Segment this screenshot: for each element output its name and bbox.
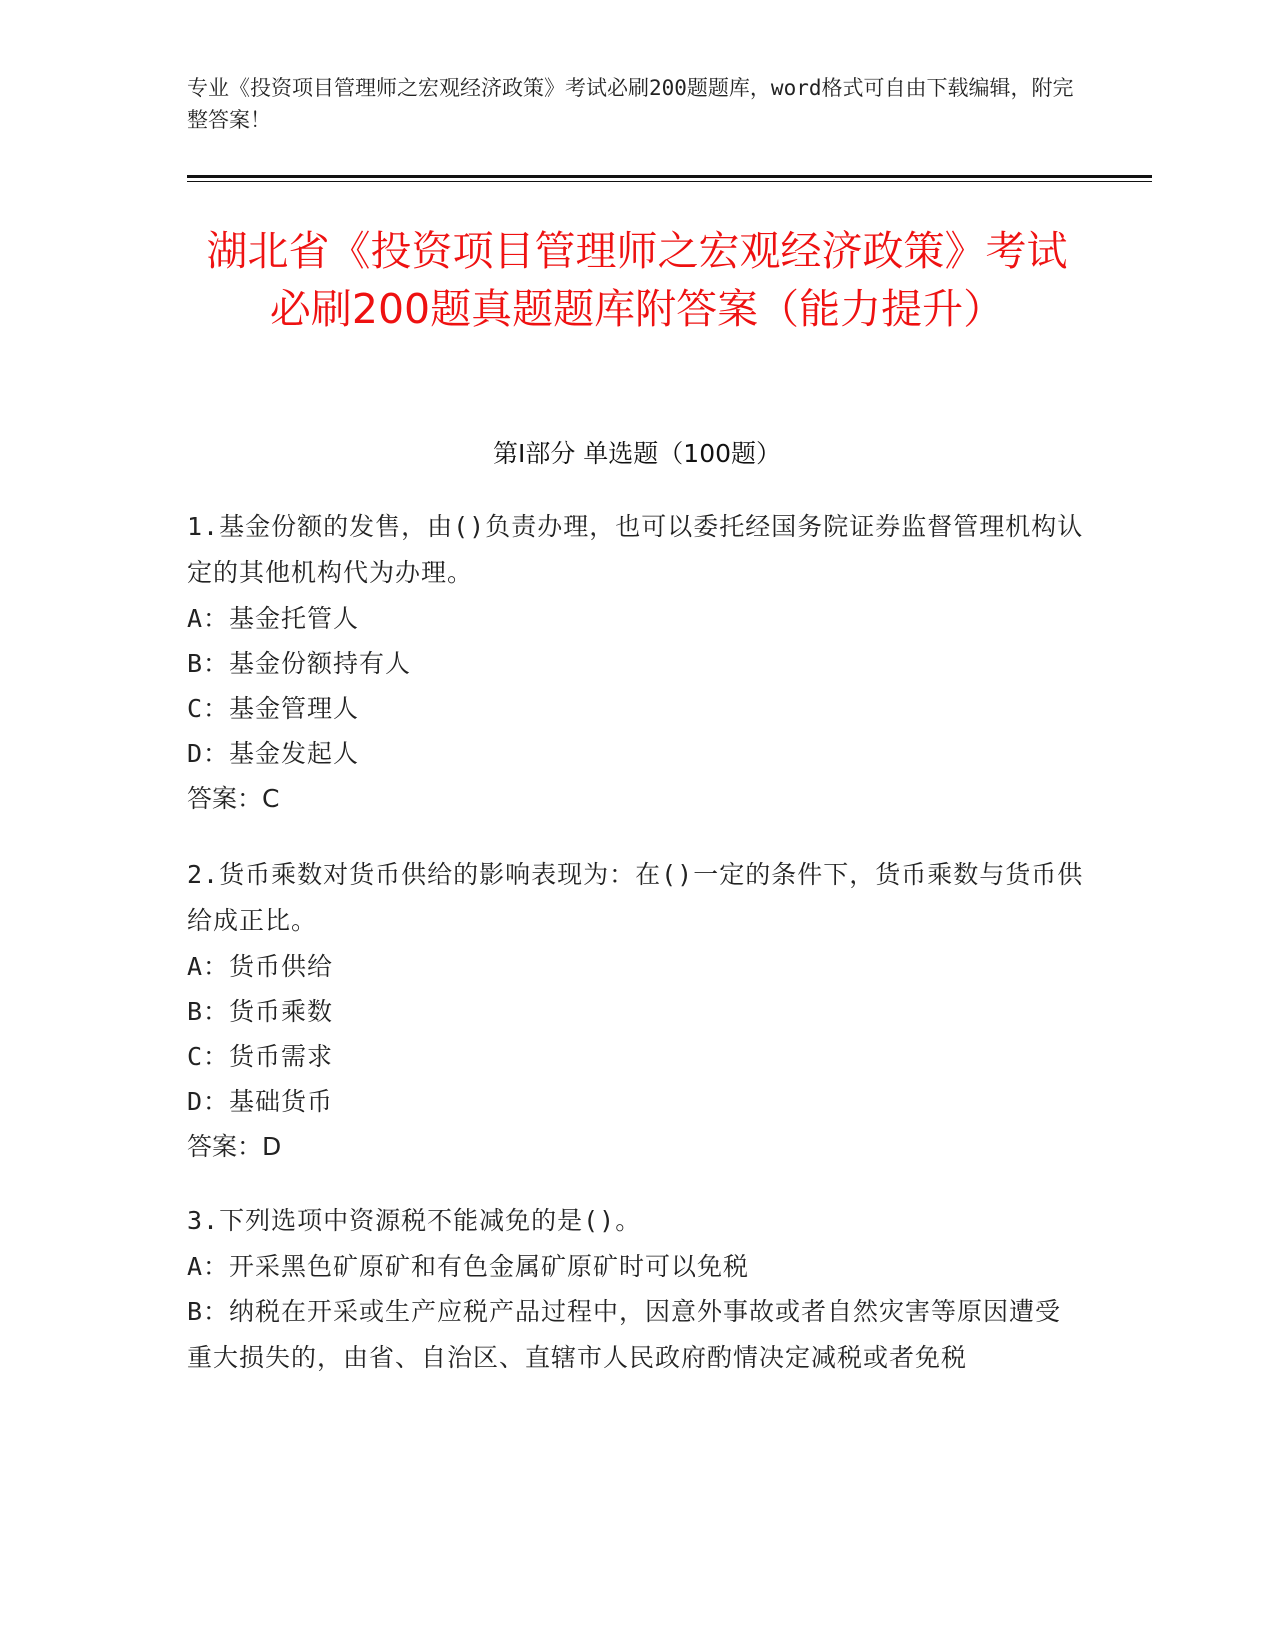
option-a: A：货币供给 bbox=[187, 952, 334, 981]
header-note: 专业《投资项目管理师之宏观经济政策》考试必刷200题题库，word格式可自由下载编辑，附完整答案！ bbox=[187, 76, 1074, 132]
option-a: A：开采黑色矿原矿和有色金属矿原矿时可以免税 bbox=[187, 1252, 750, 1281]
question-stem: 1.基金份额的发售，由()负责办理，也可以委托经国务院证券监督管理机构认定的其他机构代为办理。 bbox=[187, 512, 1084, 587]
question-3 bbox=[187, 1198, 1087, 1381]
header-divider-thick bbox=[187, 175, 1152, 178]
question-stem: 2.货币乘数对货币供给的影响表现为：在()一定的条件下，货币乘数与货币供给成正比。 bbox=[187, 860, 1084, 935]
answer: 答案：D bbox=[187, 1132, 282, 1161]
option-d: D：基础货币 bbox=[187, 1087, 334, 1116]
answer: 答案：C bbox=[187, 784, 280, 813]
header-divider-thin bbox=[187, 181, 1152, 182]
section-title: 第Ⅰ部分 单选题（100题） bbox=[492, 439, 782, 468]
option-a: A：基金托管人 bbox=[187, 604, 360, 633]
option-b: B：纳税在开采或生产应税产品过程中，因意外事故或者自然灾害等原因遭受重大损失的，由省、自治区、直辖市人民政府酌情决定减税或者免税 bbox=[187, 1297, 1062, 1372]
question-stem: 3.下列选项中资源税不能减免的是()。 bbox=[187, 1206, 642, 1235]
document-title: 湖北省《投资项目管理师之宏观经济政策》考试必刷200题真题题库附答案（能力提升） bbox=[206, 227, 1068, 333]
option-b: B：货币乘数 bbox=[187, 997, 334, 1026]
option-c: C：货币需求 bbox=[187, 1042, 334, 1071]
option-d: D：基金发起人 bbox=[187, 739, 360, 768]
option-b: B：基金份额持有人 bbox=[187, 649, 412, 678]
question-1 bbox=[187, 504, 1087, 822]
option-c: C：基金管理人 bbox=[187, 694, 360, 723]
question-2 bbox=[187, 852, 1087, 1170]
